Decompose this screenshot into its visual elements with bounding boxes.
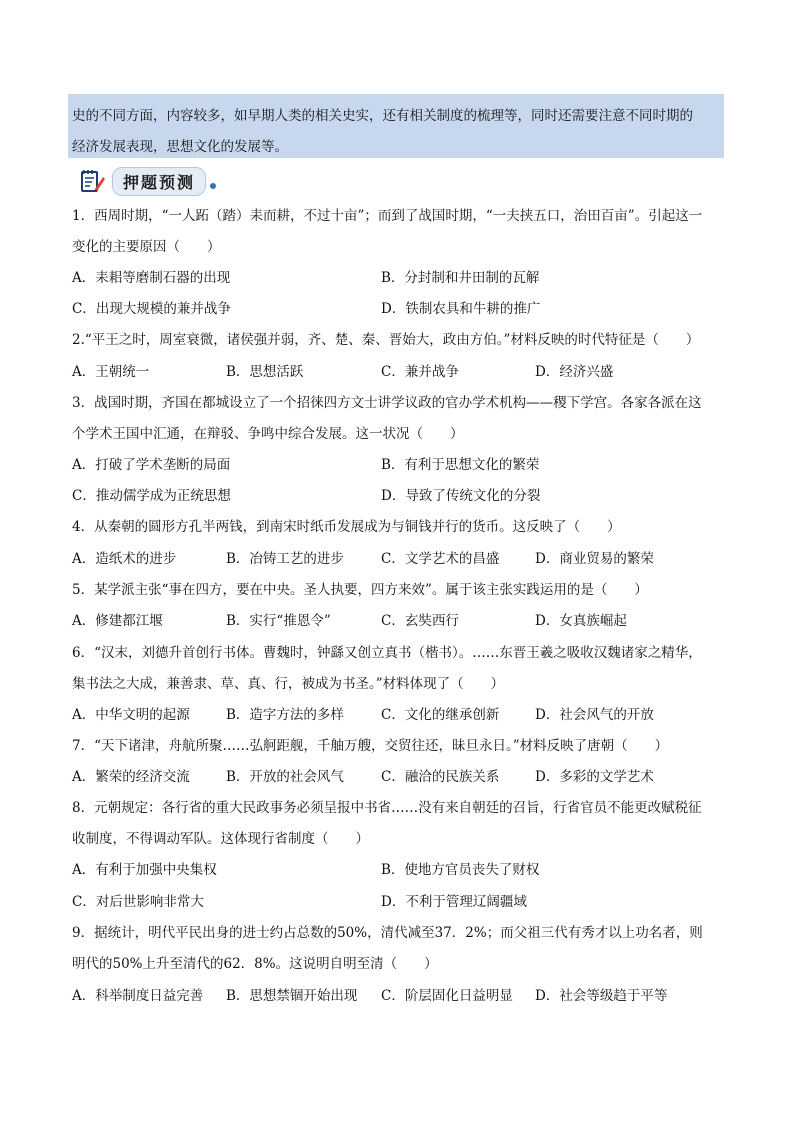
question-4-option-c[interactable]: C．文学艺术的昌盛	[381, 551, 500, 567]
question-6-line-2: 集书法之大成，兼善隶、草、真、行，被成为书圣。”材料体现了（ ）	[72, 676, 505, 692]
question-5-line-1: 5．某学派主张“事在四方，要在中央。圣人执要，四方来效”。属于该主张实践运用的是（ ）	[72, 582, 648, 598]
question-1-option-b[interactable]: B．分封制和井田制的瓦解	[381, 270, 540, 286]
question-6-option-b[interactable]: B．造字方法的多样	[226, 707, 344, 723]
question-1-line-2: 变化的主要原因（ ）	[72, 239, 221, 255]
question-1-line-1: 1．西周时期，“一人跖（踏）耒而耕，不过十亩”；而到了战国时期，“一夫挟五口，治田百亩”。引起这一	[72, 208, 703, 224]
note-pencil-icon	[78, 167, 106, 195]
question-5-option-d[interactable]: D．女真族崛起	[535, 613, 627, 629]
question-9-option-b[interactable]: B．思想禁锢开始出现	[226, 988, 358, 1004]
question-4-option-d[interactable]: D．商业贸易的繁荣	[535, 551, 654, 567]
question-8-option-c[interactable]: C．对后世影响非常大	[72, 894, 204, 910]
question-6-option-a[interactable]: A．中华文明的起源	[72, 707, 190, 723]
question-7-option-b[interactable]: B．开放的社会风气	[226, 769, 344, 785]
question-6-option-d[interactable]: D．社会风气的开放	[535, 707, 654, 723]
question-5-option-c[interactable]: C．玄奘西行	[381, 613, 459, 629]
question-1-option-c[interactable]: C．出现大规模的兼并战争	[72, 301, 231, 317]
question-3-option-c[interactable]: C．推动儒学成为正统思想	[72, 488, 231, 504]
question-8-option-d[interactable]: D．不利于管理辽阔疆域	[381, 894, 527, 910]
question-8-option-b[interactable]: B．使地方官员丧失了财权	[381, 862, 540, 878]
question-8-option-a[interactable]: A．有利于加强中央集权	[72, 862, 217, 878]
question-2-option-d[interactable]: D．经济兴盛	[535, 364, 614, 380]
question-9-option-c[interactable]: C．阶层固化日益明显	[381, 988, 513, 1004]
question-7-line-1: 7．“天下诸津，舟航所聚……弘舸距舰，千舳万艘，交贸往还，昧旦永日。”材料反映了唐朝（ ）	[72, 738, 669, 754]
question-3-option-a[interactable]: A．打破了学术垄断的局面	[72, 457, 231, 473]
question-4-option-a[interactable]: A．造纸术的进步	[72, 551, 177, 567]
question-3-line-1: 3．战国时期，齐国在都城设立了一个招徕四方文士讲学议政的官办学术机构——稷下学宫。各家各派在这	[72, 395, 702, 411]
question-7-option-a[interactable]: A．繁荣的经济交流	[72, 769, 190, 785]
question-6-option-c[interactable]: C．文化的继承创新	[381, 707, 500, 723]
question-3-line-2: 个学术王国中汇通，在辩驳、争鸣中综合发展。这一状况（ ）	[72, 426, 464, 442]
question-9-option-d[interactable]: D．社会等级趋于平等	[535, 988, 668, 1004]
question-9-line-1: 9．据统计，明代平民出身的进士约占总数的50%，清代减至37．2%；而父祖三代有秀才以上功名者，则	[72, 925, 703, 941]
question-6-line-1: 6．“汉末，刘德升首创行书体。曹魏时，钟繇又创立真书（楷书）。……东晋王羲之吸收汉魏诸家之精华，	[72, 645, 702, 661]
question-9-line-2: 明代的50%上升至清代的62．8%。这说明自明至清（ ）	[72, 956, 438, 972]
question-9-option-a[interactable]: A．科举制度日益完善	[72, 988, 204, 1004]
question-7-option-d[interactable]: D．多彩的文学艺术	[535, 769, 654, 785]
question-2-option-a[interactable]: A．王朝统一	[72, 364, 150, 380]
question-3-option-d[interactable]: D．导致了传统文化的分裂	[381, 488, 541, 504]
intro-line-1: 史的不同方面，内容较多，如早期人类的相关史实，还有相关制度的梳理等，同时还需要注意不同时期的	[72, 108, 693, 124]
question-5-option-a[interactable]: A．修建都江堰	[72, 613, 163, 629]
question-2-option-c[interactable]: C．兼并战争	[381, 364, 459, 380]
header-dot-decoration	[210, 183, 216, 189]
question-8-line-2: 收制度，不得调动军队。这体现行省制度（ ）	[72, 831, 369, 847]
question-4-option-b[interactable]: B．冶铸工艺的进步	[226, 551, 344, 567]
intro-line-2: 经济发展表现，思想文化的发展等。	[72, 139, 288, 155]
section-header	[78, 165, 216, 197]
question-1-option-a[interactable]: A．耒耜等磨制石器的出现	[72, 270, 231, 286]
question-2-option-b[interactable]: B．思想活跃	[226, 364, 304, 380]
question-4-line-1: 4．从秦朝的圆形方孔半两钱，到南宋时纸币发展成为与铜钱并行的货币。这反映了（ ）	[72, 519, 621, 535]
question-5-option-b[interactable]: B．实行“推恩令”	[226, 613, 331, 629]
question-7-option-c[interactable]: C．融洽的民族关系	[381, 769, 500, 785]
question-1-option-d[interactable]: D．铁制农具和牛耕的推广	[381, 301, 541, 317]
section-title: 押题预测	[112, 167, 206, 196]
question-3-option-b[interactable]: B．有利于思想文化的繁荣	[381, 457, 540, 473]
question-8-line-1: 8．元朝规定：各行省的重大民政事务必须呈报中书省……没有来自朝廷的召旨，行省官员不能更改赋税征	[72, 800, 702, 816]
question-2-line-1: 2.“平王之时，周室衰微，诸侯强并弱，齐、楚、秦、晋始大，政由方伯。”材料反映的时代特征是（ ）	[72, 332, 700, 348]
intro-summary-box	[68, 94, 724, 158]
